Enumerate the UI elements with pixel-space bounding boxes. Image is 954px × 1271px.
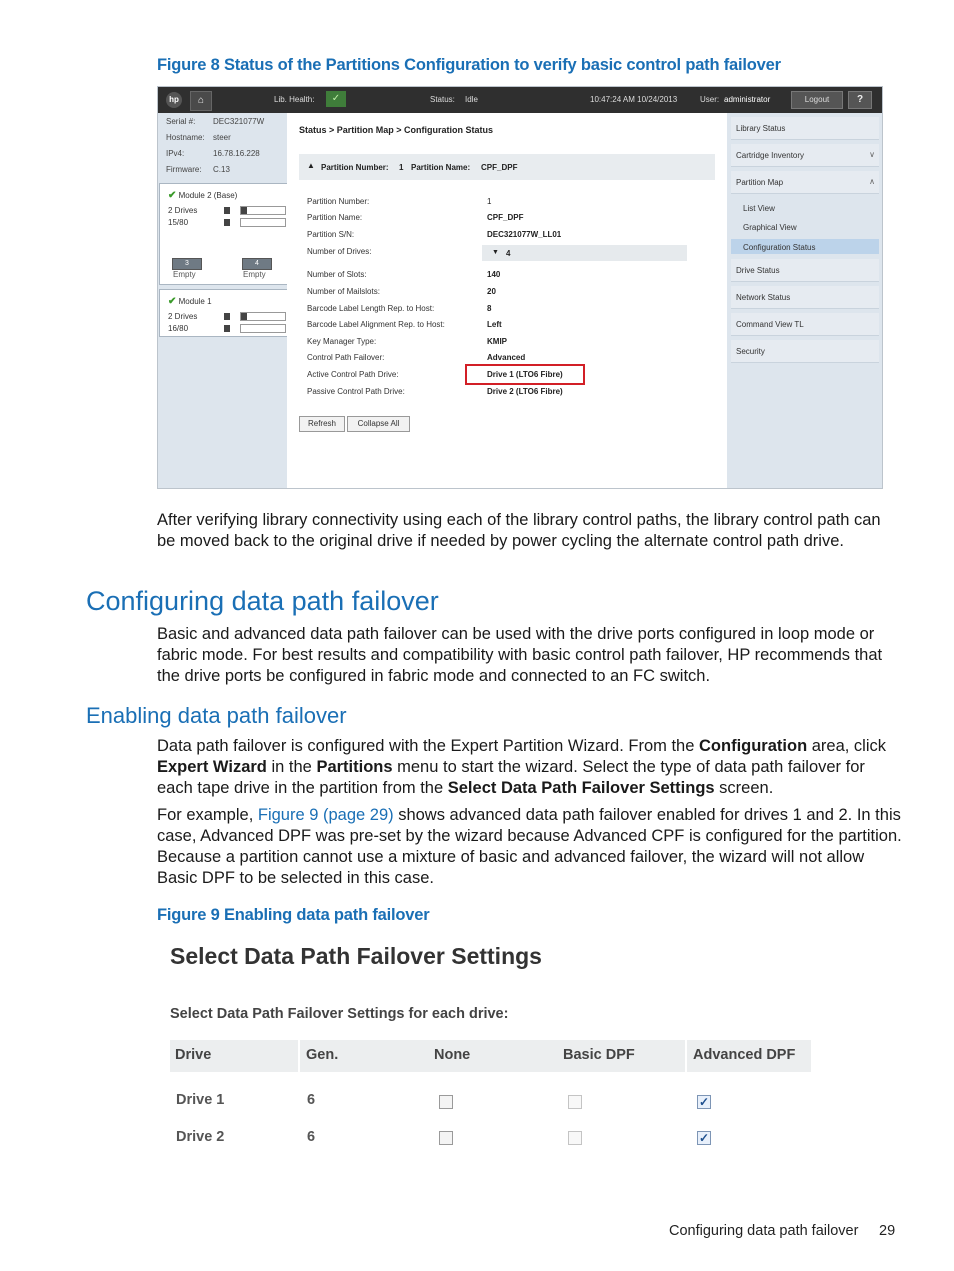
menu-label: Cartridge Inventory	[736, 151, 805, 160]
lib-health-label: Lib. Health:	[274, 95, 315, 104]
module-2-slots: 15/80	[168, 218, 189, 227]
submenu-configuration-status[interactable]: Configuration Status	[743, 243, 816, 252]
detail-value: CPF_DPF	[487, 213, 524, 222]
home-icon[interactable]: ⌂	[190, 91, 212, 111]
top-bar	[158, 87, 882, 113]
partition-number-label: Partition Number:	[321, 163, 389, 172]
status-label: Status:	[430, 95, 455, 104]
advanced-dpf-checkbox[interactable]: ✓	[698, 1095, 710, 1109]
check-icon[interactable]: ✓	[326, 91, 346, 107]
firmware-value: C.13	[213, 165, 230, 174]
detail-value: 8	[487, 304, 492, 313]
header-drive	[170, 1040, 298, 1072]
paragraph-3	[157, 736, 902, 799]
text: area, click	[807, 737, 887, 755]
logout-button[interactable]: Logout	[791, 91, 843, 109]
breadcrumb: Status > Partition Map > Configuration Status	[299, 125, 494, 135]
menu-label: Command View TL	[736, 320, 804, 329]
user-value: administrator	[724, 95, 771, 104]
section-heading: Configuring data path failover	[86, 586, 439, 616]
passive-control-path-drive-value: Drive 2 (LTO6 Fibre)	[487, 387, 563, 396]
detail-value: DEC321077W_LL01	[487, 230, 562, 239]
text: For example,	[157, 806, 258, 824]
figure-9-title: Select Data Path Failover Settings	[170, 943, 542, 969]
drive-name: Drive 2	[176, 1129, 225, 1145]
detail-label: Active Control Path Drive:	[307, 370, 399, 379]
detail-value: 140	[487, 270, 501, 279]
hp-logo: hp	[166, 92, 182, 108]
module-2-title: Module 2 (Base)	[178, 191, 238, 200]
header-label: Drive	[175, 1047, 212, 1063]
menu-partition-map[interactable]	[731, 171, 879, 194]
slot-indicator	[224, 219, 230, 226]
serial-value: DEC321077W	[213, 117, 265, 126]
subsection-heading: Enabling data path failover	[86, 703, 347, 728]
active-control-path-drive-value: Drive 1 (LTO6 Fibre)	[487, 370, 563, 379]
bold-text: Select Data Path Failover Settings	[447, 779, 715, 797]
number-of-drives-value: 4	[506, 249, 511, 258]
menu-command-view[interactable]	[731, 313, 879, 336]
expand-icon[interactable]: ▼	[492, 249, 499, 256]
tape-3[interactable]: 3	[172, 258, 202, 270]
menu-label: Library Status	[736, 124, 786, 133]
serial-label: Serial #:	[166, 117, 196, 126]
header-label: Basic DPF	[563, 1047, 635, 1063]
refresh-button[interactable]: Refresh	[299, 416, 345, 432]
bold-text: Configuration	[699, 737, 808, 755]
module-1-slots: 16/80	[168, 324, 189, 333]
slot-indicator	[224, 325, 230, 332]
text: screen.	[714, 779, 774, 797]
detail-value: 20	[487, 287, 496, 296]
status-value: Idle	[465, 95, 478, 104]
bold-text: Expert Wizard	[157, 758, 267, 776]
empty-label: Empty	[243, 270, 266, 279]
check-icon: ✔	[168, 190, 177, 201]
detail-label: Barcode Label Length Rep. to Host:	[307, 304, 435, 313]
drive-indicator	[224, 207, 230, 214]
menu-network-status[interactable]	[731, 286, 879, 309]
basic-dpf-checkbox[interactable]	[568, 1095, 582, 1109]
hostname-label: Hostname:	[166, 133, 205, 142]
drive-indicator	[224, 313, 230, 320]
detail-value: Advanced	[487, 353, 526, 362]
chevron-down-icon: ∨	[869, 150, 875, 159]
module-2-card[interactable]	[159, 183, 288, 285]
hostname-value: steer	[213, 133, 231, 142]
menu-library-status[interactable]	[731, 117, 879, 140]
none-checkbox[interactable]	[439, 1095, 453, 1109]
detail-label: Number of Drives:	[307, 247, 372, 256]
menu-label: Partition Map	[736, 178, 784, 187]
drive-gen: 6	[307, 1129, 316, 1145]
detail-label: Key Manager Type:	[307, 337, 377, 346]
library-info-panel	[158, 113, 287, 488]
collapse-icon[interactable]: ▲	[307, 161, 315, 170]
module-1-card[interactable]	[159, 289, 288, 337]
detail-label: Passive Control Path Drive:	[307, 387, 405, 396]
detail-value: Left	[487, 320, 502, 329]
slot-bar	[240, 324, 286, 333]
submenu-list-view[interactable]: List View	[743, 204, 775, 213]
paragraph-4	[157, 805, 902, 889]
detail-value: 1	[487, 197, 492, 206]
detail-label: Partition Name:	[307, 213, 363, 222]
paragraph-2: Basic and advanced data path failover can be used with the drive ports configured in loop mode or fabric mode. For best results and compatibility with basic control path failover, HP recommends that the drive ports be configured in fabric mode and connected to an FC switch.	[157, 625, 883, 685]
ipv4-label: IPv4:	[166, 149, 185, 158]
ipv4-value: 16.78.16.228	[213, 149, 260, 158]
figure-9-caption: Figure 9 Enabling data path failover	[157, 906, 430, 924]
bold-text: Partitions	[316, 758, 393, 776]
detail-label: Partition S/N:	[307, 230, 355, 239]
drives-expander[interactable]	[482, 245, 687, 261]
module-1-title: Module 1	[178, 297, 212, 306]
user-label: User:	[700, 95, 720, 104]
page-number: 29	[879, 1223, 896, 1239]
menu-label: Security	[736, 347, 765, 356]
footer-title: Configuring data path failover	[669, 1223, 859, 1239]
drive-bar	[240, 312, 286, 321]
drive-name: Drive 1	[176, 1092, 225, 1108]
datetime: 10:47:24 AM 10/24/2013	[590, 95, 678, 104]
text: menu to start the wizard. Select the type of data path failover for each tape drive in the partition from the	[157, 758, 865, 797]
figure-9-link[interactable]: Figure 9 (page 29)	[257, 806, 394, 824]
check-icon: ✔	[168, 296, 177, 307]
menu-label: Network Status	[736, 293, 791, 302]
detail-label: Number of Mailslots:	[307, 287, 380, 296]
header-label: None	[434, 1047, 471, 1063]
menu-drive-status[interactable]	[731, 259, 879, 282]
figure-8-screenshot	[157, 86, 883, 489]
chevron-up-icon: ∧	[869, 177, 875, 186]
none-checkbox[interactable]	[439, 1131, 453, 1145]
drive-gen: 6	[307, 1092, 316, 1108]
header-advanced	[687, 1040, 811, 1072]
empty-label: Empty	[173, 270, 196, 279]
firmware-label: Firmware:	[166, 165, 202, 174]
advanced-dpf-checkbox[interactable]: ✓	[698, 1131, 710, 1145]
partition-name: CPF_DPF	[481, 163, 518, 172]
detail-label: Number of Slots:	[307, 270, 367, 279]
slot-bar	[240, 218, 286, 227]
header-middle	[300, 1040, 685, 1072]
menu-cartridge-inventory[interactable]	[731, 144, 879, 167]
menu-label: Drive Status	[736, 266, 780, 275]
detail-label: Barcode Label Alignment Rep. to Host:	[307, 320, 445, 329]
figure-8-caption: Figure 8 Status of the Partitions Configuration to verify basic control path failover	[157, 56, 781, 74]
partition-header[interactable]	[299, 154, 715, 180]
partition-number: 1	[399, 163, 404, 172]
paragraph-1: After verifying library connectivity using each of the library control paths, the library control path can be moved back to the original drive if needed by power cycling the alternate control path drive.	[157, 511, 881, 550]
text: in the	[266, 758, 317, 776]
header-label: Gen.	[306, 1047, 339, 1063]
partition-name-label: Partition Name:	[411, 163, 471, 172]
text: shows advanced data path failover enabled for drives 1 and 2. In this case, Advanced DPF was pre-set by the wizard because Advanced CPF is configured for the partition. Because a partition cannot use a mixture of basic and advanced failover, the wizard will not allow Basic DPF to be selected in this case.	[157, 806, 902, 887]
drive-bar	[240, 206, 286, 215]
detail-value: KMIP	[487, 337, 507, 346]
header-label: Advanced DPF	[693, 1047, 796, 1063]
collapse-all-button[interactable]: Collapse All	[347, 416, 410, 432]
detail-label: Partition Number:	[307, 197, 370, 206]
basic-dpf-checkbox[interactable]	[568, 1131, 582, 1145]
figure-9-subtitle: Select Data Path Failover Settings for each drive:	[170, 1006, 509, 1022]
text: Data path failover is configured with the Expert Partition Wizard. From the	[157, 737, 699, 755]
submenu-graphical-view[interactable]: Graphical View	[743, 223, 797, 232]
navigation-menu	[727, 113, 882, 488]
tape-4[interactable]: 4	[242, 258, 272, 270]
module-2-drives: 2 Drives	[168, 206, 198, 215]
menu-security[interactable]	[731, 340, 879, 363]
help-button[interactable]: ?	[848, 91, 872, 109]
module-1-drives: 2 Drives	[168, 312, 198, 321]
configuration-status-content	[287, 113, 727, 488]
detail-label: Control Path Failover:	[307, 353, 385, 362]
